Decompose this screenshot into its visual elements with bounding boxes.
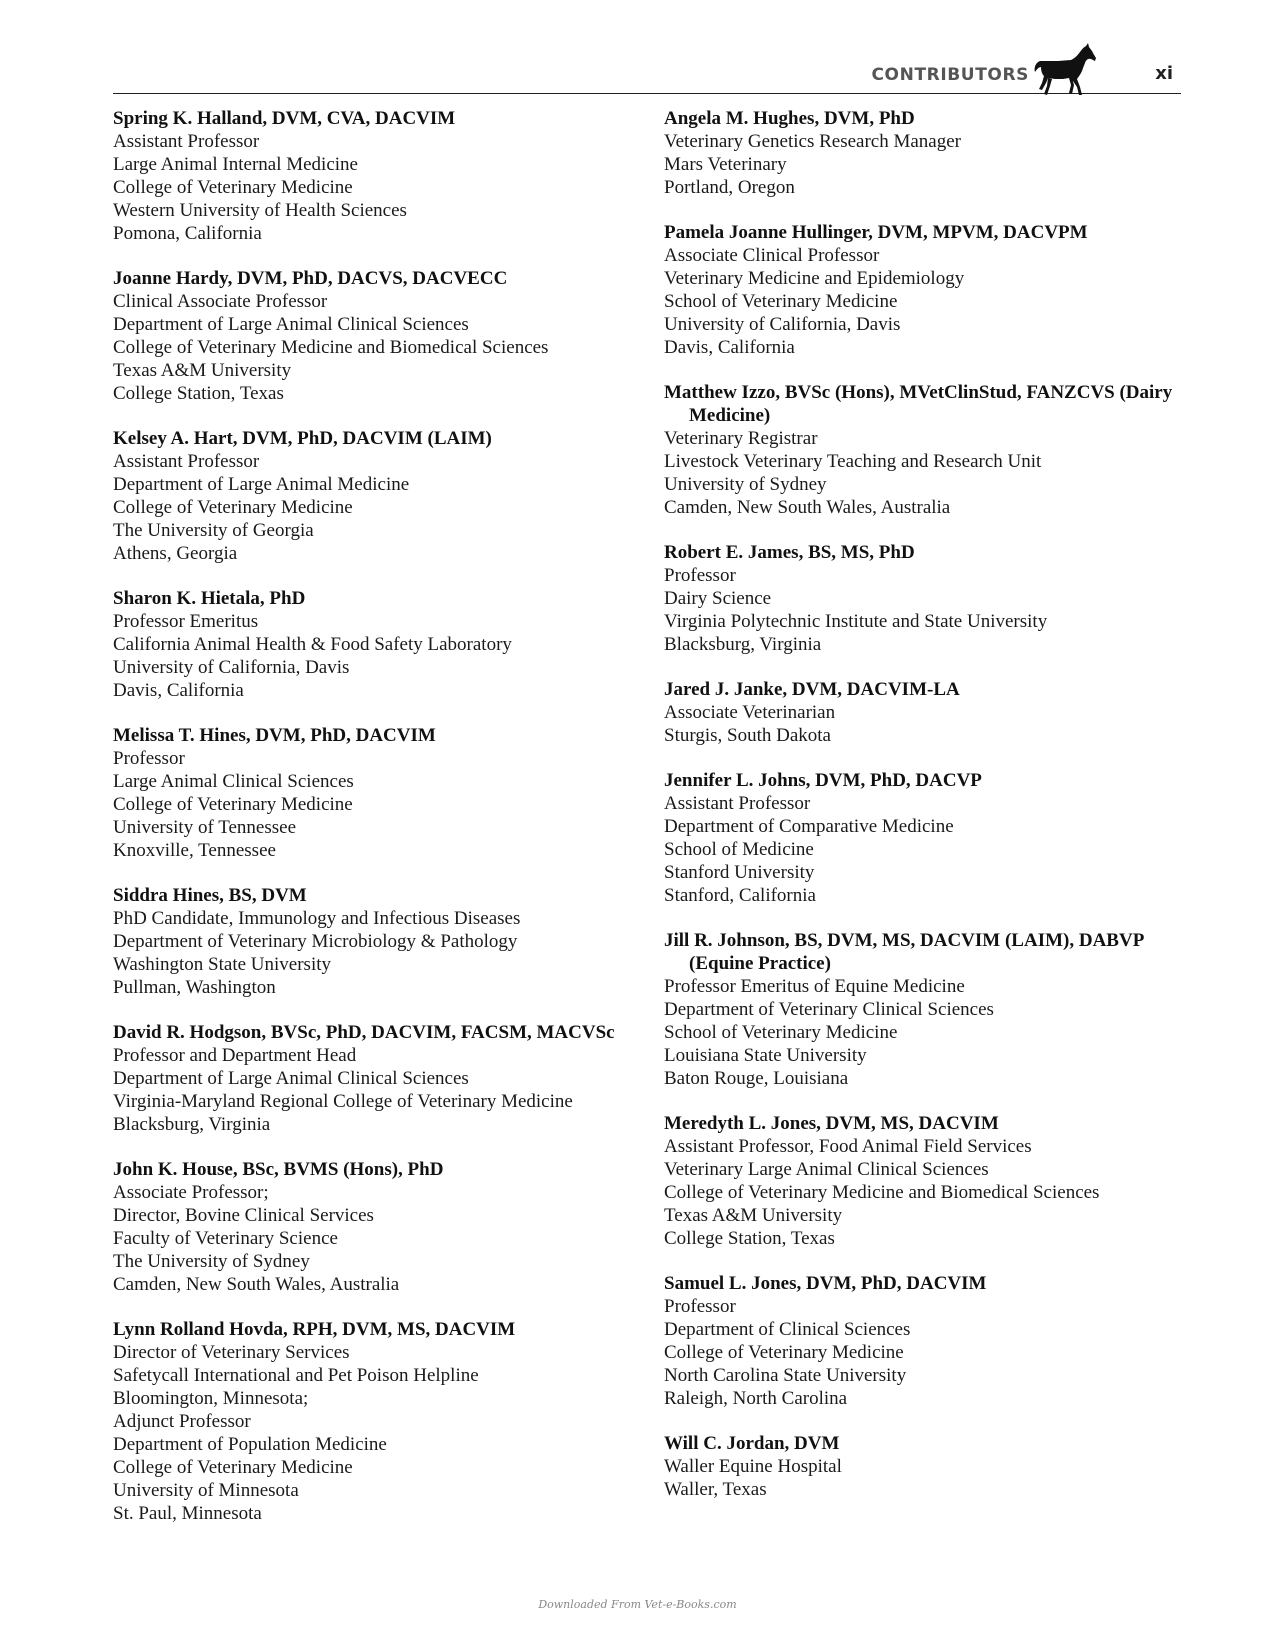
contributor-heading: Samuel L. Jones, DVM, PhD, DACVIM: [664, 1273, 987, 1294]
affiliation-line: University of Sydney: [664, 474, 827, 495]
affiliation-line: PhD Candidate, Immunology and Infectious Diseases: [113, 908, 521, 929]
contributor-credentials: DVM, PhD, DACVIM: [255, 725, 436, 746]
affiliation-line: College of Veterinary Medicine: [113, 1457, 353, 1478]
contributor-name: Matthew Izzo: [664, 382, 776, 403]
affiliation-line: Large Animal Clinical Sciences: [113, 771, 354, 792]
affiliation-line: Large Animal Internal Medicine: [113, 154, 358, 175]
contributor-entry: [113, 884, 633, 999]
affiliation-line: Livestock Veterinary Teaching and Research Unit: [664, 451, 1042, 472]
affiliation-line: North Carolina State University: [664, 1365, 907, 1386]
contributor-name: David R. Hodgson: [113, 1022, 262, 1043]
affiliation-line: Director, Bovine Clinical Services: [113, 1205, 374, 1226]
contributor-credentials: BS, DVM: [228, 885, 307, 906]
affiliation-line: Associate Clinical Professor: [664, 245, 880, 266]
contributor-name: Jill R. Johnson: [664, 930, 785, 951]
contributor-credentials: BSc, BVMS (Hons), PhD: [242, 1159, 444, 1180]
contributor-credentials: DVM, MS, DACVIM: [825, 1113, 999, 1134]
contributor-heading: Siddra Hines, BS, DVM: [113, 885, 307, 906]
affiliation-line: University of Tennessee: [113, 817, 296, 838]
contributor-name: Angela M. Hughes: [664, 108, 815, 129]
affiliation-line: Department of Veterinary Clinical Sciences: [664, 999, 994, 1020]
contributor-name: Meredyth L. Jones: [664, 1113, 817, 1134]
contributor-entry: [664, 769, 1204, 907]
contributor-name: Pamela Joanne Hullinger: [664, 222, 869, 243]
affiliation-line: Department of Large Animal Clinical Sciences: [113, 314, 469, 335]
affiliation-line: Department of Population Medicine: [113, 1434, 387, 1455]
affiliation-line: Camden, New South Wales, Australia: [664, 497, 951, 518]
contributor-credentials: RPH, DVM, MS, DACVIM: [292, 1319, 516, 1340]
contributor-heading: Spring K. Halland, DVM, CVA, DACVIM: [113, 108, 456, 129]
affiliation-line: Pomona, California: [113, 223, 262, 244]
affiliation-line: Baton Rouge, Louisiana: [664, 1068, 849, 1089]
contributor-entry: [113, 1021, 633, 1136]
affiliation-line: Assistant Professor: [113, 451, 260, 472]
affiliation-line: University of California, Davis: [664, 314, 901, 335]
contributor-heading: Matthew Izzo, BVSc (Hons), MVetClinStud, FANZCVS (Dairy Medicine): [664, 382, 1173, 426]
affiliation-line: College of Veterinary Medicine: [113, 497, 353, 518]
affiliation-line: College of Veterinary Medicine and Biomedical Sciences: [113, 337, 549, 358]
contributor-name: Samuel L. Jones: [664, 1273, 797, 1294]
affiliation-line: Mars Veterinary: [664, 154, 787, 175]
contributor-credentials: DVM, PhD, DACVIM (LAIM): [242, 428, 492, 449]
contributor-name: Will C. Jordan: [664, 1433, 785, 1454]
affiliation-line: Portland, Oregon: [664, 177, 795, 198]
contributor-entry: [664, 678, 1204, 747]
affiliation-line: Davis, California: [664, 337, 795, 358]
affiliation-line: College of Veterinary Medicine: [113, 794, 353, 815]
contributor-name: Spring K. Halland: [113, 108, 263, 129]
affiliation-line: Professor: [664, 565, 736, 586]
affiliation-line: Washington State University: [113, 954, 331, 975]
contributor-credentials: PhD: [269, 588, 306, 609]
contributor-credentials: DVM, MPVM, DACVPM: [877, 222, 1088, 243]
affiliation-line: Blacksburg, Virginia: [113, 1114, 271, 1135]
affiliation-line: Virginia-Maryland Regional College of Veterinary Medicine: [113, 1091, 573, 1112]
affiliation-line: Veterinary Registrar: [664, 428, 818, 449]
contributor-entry: [664, 541, 1204, 656]
contributor-name: Kelsey A. Hart: [113, 428, 233, 449]
affiliation-line: College of Veterinary Medicine and Biomedical Sciences: [664, 1182, 1100, 1203]
affiliation-line: Blacksburg, Virginia: [664, 634, 822, 655]
affiliation-line: Stanford University: [664, 862, 815, 883]
affiliation-line: California Animal Health & Food Safety Laboratory: [113, 634, 512, 655]
contributor-credentials: DVM, CVA, DACVIM: [271, 108, 456, 129]
affiliation-line: Western University of Health Sciences: [113, 200, 407, 221]
page-number: xi: [1155, 63, 1173, 84]
affiliation-line: Professor Emeritus: [113, 611, 259, 632]
contributor-name: Jennifer L. Johns: [664, 770, 806, 791]
contributor-name: Joanne Hardy: [113, 268, 228, 289]
affiliation-line: Knoxville, Tennessee: [113, 840, 276, 861]
affiliation-line: Safetycall International and Pet Poison Helpline: [113, 1365, 479, 1386]
affiliation-line: Associate Professor;: [113, 1182, 269, 1203]
affiliation-line: Professor: [664, 1296, 736, 1317]
contributor-entry: [113, 1318, 633, 1525]
contributor-heading: Melissa T. Hines, DVM, PhD, DACVIM: [113, 725, 436, 746]
contributor-entry: [664, 1432, 1204, 1501]
contributor-heading: Robert E. James, BS, MS, PhD: [664, 542, 915, 563]
contributor-credentials: DVM, PhD, DACVP: [815, 770, 982, 791]
affiliation-line: Veterinary Medicine and Epidemiology: [664, 268, 965, 289]
affiliation-line: College of Veterinary Medicine: [113, 177, 353, 198]
affiliation-line: College Station, Texas: [113, 383, 284, 404]
contributor-credentials: DVM, DACVIM-LA: [791, 679, 960, 700]
contributor-name: Lynn Rolland Hovda: [113, 1319, 284, 1340]
contributor-entry: [664, 929, 1204, 1090]
contributor-credentials: BS, DVM, MS, DACVIM (LAIM), DABVP (Equine Practice): [689, 930, 1144, 974]
affiliation-line: Assistant Professor, Food Animal Field Services: [664, 1136, 1032, 1157]
contributor-heading: Angela M. Hughes, DVM, PhD: [664, 108, 915, 129]
contributor-heading: Sharon K. Hietala, PhD: [113, 588, 306, 609]
affiliation-line: Adjunct Professor: [113, 1411, 251, 1432]
affiliation-line: Dairy Science: [664, 588, 772, 609]
affiliation-line: Texas A&M University: [113, 360, 292, 381]
affiliation-line: Texas A&M University: [664, 1205, 843, 1226]
contributor-entry: [664, 1112, 1204, 1250]
contributor-entry: [664, 221, 1204, 359]
contributor-name: Sharon K. Hietala: [113, 588, 260, 609]
contributor-entry: [664, 381, 1204, 519]
affiliation-line: Sturgis, South Dakota: [664, 725, 831, 746]
contributor-entry: [664, 1272, 1204, 1410]
affiliation-line: Assistant Professor: [664, 793, 811, 814]
contributor-entry: [113, 587, 633, 702]
contributor-heading: Jennifer L. Johns, DVM, PhD, DACVP: [664, 770, 982, 791]
contributor-entry: [113, 107, 633, 245]
affiliation-line: University of Minnesota: [113, 1480, 299, 1501]
section-title: CONTRIBUTORS: [871, 65, 1029, 85]
affiliation-line: College of Veterinary Medicine: [664, 1342, 904, 1363]
affiliation-line: Waller Equine Hospital: [664, 1456, 842, 1477]
affiliation-line: The University of Sydney: [113, 1251, 310, 1272]
contributor-credentials: DVM: [794, 1433, 840, 1454]
contributor-credentials: DVM, PhD, DACVS, DACVECC: [237, 268, 508, 289]
affiliation-line: Raleigh, North Carolina: [664, 1388, 848, 1409]
affiliation-line: Bloomington, Minnesota;: [113, 1388, 309, 1409]
contributor-credentials: BVSc, PhD, DACVIM, FACSM, MACVSc: [270, 1022, 615, 1043]
affiliation-line: Pullman, Washington: [113, 977, 276, 998]
affiliation-line: Professor and Department Head: [113, 1045, 357, 1066]
affiliation-line: Athens, Georgia: [113, 543, 238, 564]
contributor-heading: Will C. Jordan, DVM: [664, 1433, 840, 1454]
horse-icon: [1033, 41, 1097, 97]
affiliation-line: School of Medicine: [664, 839, 814, 860]
contributor-heading: Kelsey A. Hart, DVM, PhD, DACVIM (LAIM): [113, 428, 492, 449]
left-column: [113, 107, 633, 1547]
contributor-name: Jared J. Janke: [664, 679, 783, 700]
contributor-heading: John K. House, BSc, BVMS (Hons), PhD: [113, 1159, 444, 1180]
affiliation-line: Faculty of Veterinary Science: [113, 1228, 338, 1249]
affiliation-line: Department of Comparative Medicine: [664, 816, 954, 837]
contributor-heading: Meredyth L. Jones, DVM, MS, DACVIM: [664, 1113, 999, 1134]
contributor-credentials: DVM, PhD, DACVIM: [806, 1273, 987, 1294]
right-column: [664, 107, 1204, 1523]
affiliation-line: School of Veterinary Medicine: [664, 1022, 898, 1043]
affiliation-line: Professor Emeritus of Equine Medicine: [664, 976, 965, 997]
contributor-entry: [113, 1158, 633, 1296]
contributor-heading: Joanne Hardy, DVM, PhD, DACVS, DACVECC: [113, 268, 508, 289]
contributor-entry: [664, 107, 1204, 199]
affiliation-line: Davis, California: [113, 680, 244, 701]
contributor-credentials: DVM, PhD: [823, 108, 915, 129]
affiliation-line: Veterinary Genetics Research Manager: [664, 131, 961, 152]
contributor-credentials: BVSc (Hons), MVetClinStud, FANZCVS (Dairy Medicine): [689, 382, 1173, 426]
affiliation-line: Louisiana State University: [664, 1045, 867, 1066]
affiliation-line: Department of Veterinary Microbiology & Pathology: [113, 931, 518, 952]
contributor-heading: Jill R. Johnson, BS, DVM, MS, DACVIM (LAIM), DABVP (Equine Practice): [664, 930, 1144, 974]
affiliation-line: Director of Veterinary Services: [113, 1342, 350, 1363]
contributor-heading: Pamela Joanne Hullinger, DVM, MPVM, DACVPM: [664, 222, 1088, 243]
contributor-entry: [113, 267, 633, 405]
affiliation-line: The University of Georgia: [113, 520, 314, 541]
contributor-entry: [113, 427, 633, 565]
affiliation-line: Department of Large Animal Clinical Sciences: [113, 1068, 469, 1089]
affiliation-line: Associate Veterinarian: [664, 702, 836, 723]
affiliation-line: Assistant Professor: [113, 131, 260, 152]
affiliation-line: School of Veterinary Medicine: [664, 291, 898, 312]
affiliation-line: Veterinary Large Animal Clinical Sciences: [664, 1159, 989, 1180]
contributor-heading: David R. Hodgson, BVSc, PhD, DACVIM, FACSM, MACVSc: [113, 1022, 615, 1043]
affiliation-line: Waller, Texas: [664, 1479, 767, 1500]
affiliation-line: University of California, Davis: [113, 657, 350, 678]
affiliation-line: Virginia Polytechnic Institute and State University: [664, 611, 1048, 632]
affiliation-line: Department of Clinical Sciences: [664, 1319, 911, 1340]
contributor-name: Melissa T. Hines: [113, 725, 246, 746]
running-header: [113, 40, 1181, 94]
affiliation-line: Stanford, California: [664, 885, 816, 906]
contributor-heading: Jared J. Janke, DVM, DACVIM-LA: [664, 679, 960, 700]
contributor-credentials: BS, MS, PhD: [808, 542, 915, 563]
contributor-name: Robert E. James: [664, 542, 799, 563]
contributor-name: Siddra Hines: [113, 885, 220, 906]
affiliation-line: St. Paul, Minnesota: [113, 1503, 262, 1524]
affiliation-line: Clinical Associate Professor: [113, 291, 328, 312]
affiliation-line: Camden, New South Wales, Australia: [113, 1274, 400, 1295]
affiliation-line: College Station, Texas: [664, 1228, 835, 1249]
contributor-entry: [113, 724, 633, 862]
contributor-heading: Lynn Rolland Hovda, RPH, DVM, MS, DACVIM: [113, 1319, 516, 1340]
affiliation-line: Department of Large Animal Medicine: [113, 474, 410, 495]
contributor-name: John K. House: [113, 1159, 233, 1180]
footer-watermark: Downloaded From Vet-e-Books.com: [538, 1598, 737, 1611]
affiliation-line: Professor: [113, 748, 185, 769]
